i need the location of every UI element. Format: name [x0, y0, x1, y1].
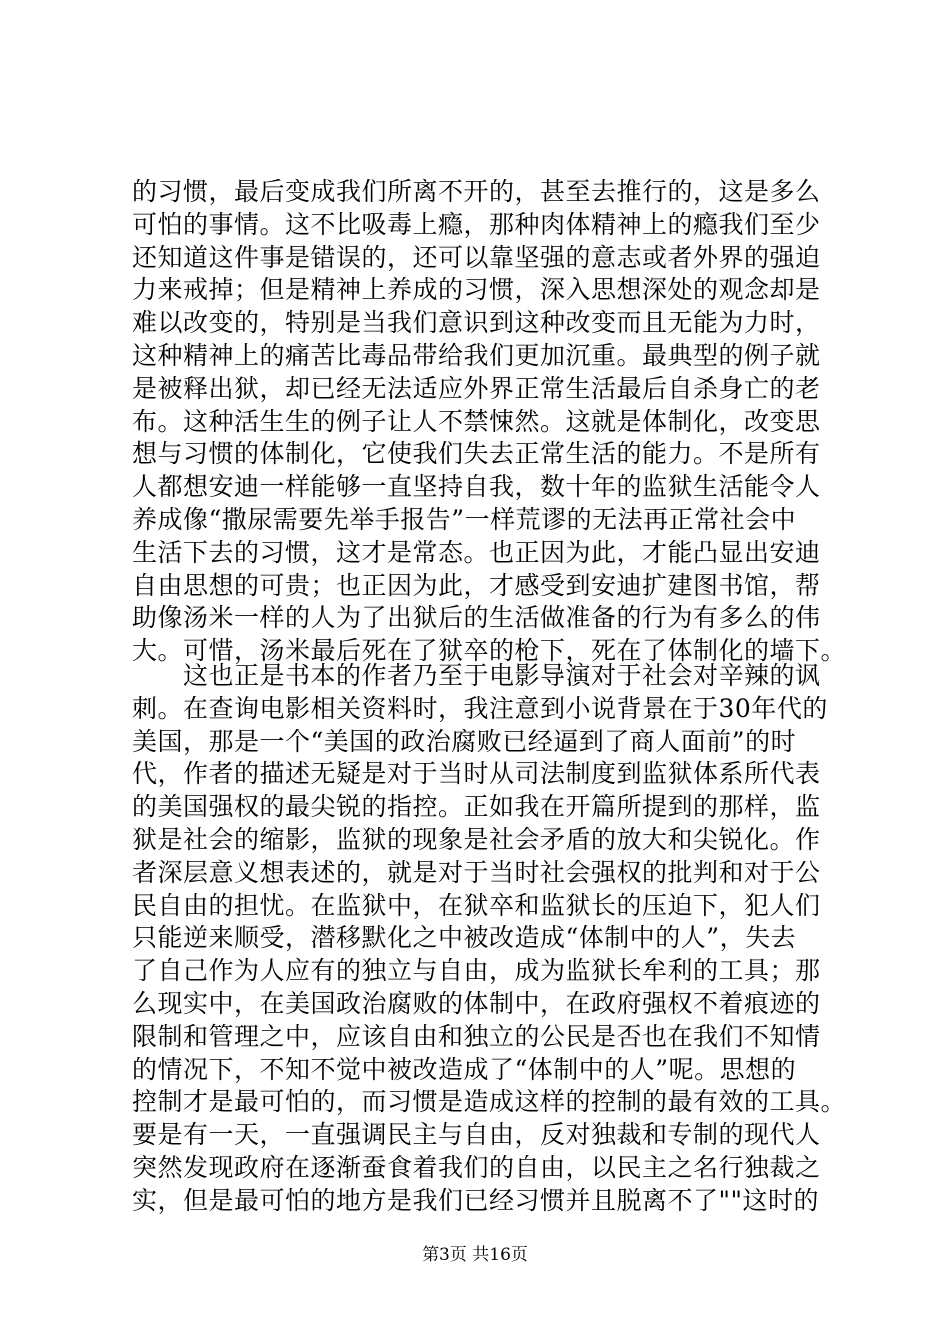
text-line: 生活下去的习惯，这才是常态。也正因为此，才能凸显出安迪	[132, 537, 821, 567]
text-line: 布。这种活生生的例子让人不禁悚然。这就是体制化，改变思	[132, 406, 821, 436]
text-line: 突然发现政府在逐渐蚕食着我们的自由，以民主之名行独裁之	[132, 1152, 821, 1182]
text-line: 自由思想的可贵；也正因为此，才感受到安迪扩建图书馆，帮	[132, 570, 821, 600]
text-line: 只能逆来顺受，潜移默化之中被改造成“体制中的人”，失去	[132, 923, 797, 953]
body-paragraph-2	[132, 660, 847, 1218]
page-footer	[0, 1240, 950, 1265]
text-line: 了自己作为人应有的独立与自由，成为监狱长牟利的工具；那	[132, 956, 821, 986]
text-line: 这种精神上的痛苦比毒品带给我们更加沉重。最典型的例子就	[132, 340, 821, 370]
text-line: 限制和管理之中，应该自由和独立的公民是否也在我们不知情	[132, 1021, 821, 1051]
text-line: 代，作者的描述无疑是对于当时从司法制度到监狱体系所代表	[132, 759, 821, 789]
text-line: 想与习惯的体制化，它使我们失去正常生活的能力。不是所有	[132, 439, 821, 469]
text-line: 么现实中，在美国政治腐败的体制中，在政府强权不着痕迹的	[132, 988, 821, 1018]
text-line: 狱是社会的缩影，监狱的现象是社会矛盾的放大和尖锐化。作	[132, 824, 821, 854]
text-line: 力来戒掉；但是精神上养成的习惯，深入思想深处的观念却是	[132, 275, 821, 305]
text-line: 实，但是最可怕的地方是我们已经习惯并且脱离不了""这时的	[132, 1185, 820, 1215]
text-line: 人都想安迪一样能够一直坚持自我，数十年的监狱生活能令人	[132, 472, 821, 502]
page-number-indicator: 第3页 共16页	[422, 1245, 528, 1265]
text-line: 这也正是书本的作者乃至于电影导演对于社会对辛辣的讽	[132, 661, 821, 690]
text-line: 是被释出狱，却已经无法适应外界正常生活最后自杀身亡的老	[132, 373, 821, 403]
text-line: 还知道这件事是错误的，还可以靠坚强的意志或者外界的强迫	[132, 242, 821, 272]
text-line: 难以改变的，特别是当我们意识到这种改变而且无能为力时，	[132, 308, 821, 338]
body-paragraph-1	[132, 176, 847, 668]
text-line: 的情况下，不知不觉中被改造成了“体制中的人”呢。思想的	[132, 1054, 797, 1084]
text-line: 刺。在查询电影相关资料时，我注意到小说背景在于30年代的	[132, 693, 828, 723]
text-line: 大。可惜，汤米最后死在了狱卒的枪下，死在了体制化的墙下。	[132, 636, 847, 666]
text-line: 的美国强权的最尖锐的指控。正如我在开篇所提到的那样，监	[132, 792, 821, 822]
text-line: 控制才是最可怕的，而习惯是造成这样的控制的最有效的工具。	[132, 1087, 847, 1117]
text-line: 要是有一天，一直强调民主与自由，反对独裁和专制的现代人	[132, 1120, 821, 1150]
text-line: 的习惯，最后变成我们所离不开的，甚至去推行的，这是多么	[132, 177, 821, 206]
text-line: 可怕的事情。这不比吸毒上瘾，那种肉体精神上的瘾我们至少	[132, 209, 821, 239]
text-line: 者深层意义想表述的，就是对于当时社会强权的批判和对于公	[132, 857, 821, 887]
text-line: 养成像“撒尿需要先举手报告”一样荒谬的无法再正常社会中	[132, 504, 797, 534]
text-line: 助像汤米一样的人为了出狱后的生活做准备的行为有多么的伟	[132, 603, 821, 633]
text-line: 美国，那是一个“美国的政治腐败已经逼到了商人面前”的时	[132, 726, 797, 756]
text-line: 民自由的担忧。在监狱中，在狱卒和监狱长的压迫下，犯人们	[132, 890, 821, 920]
